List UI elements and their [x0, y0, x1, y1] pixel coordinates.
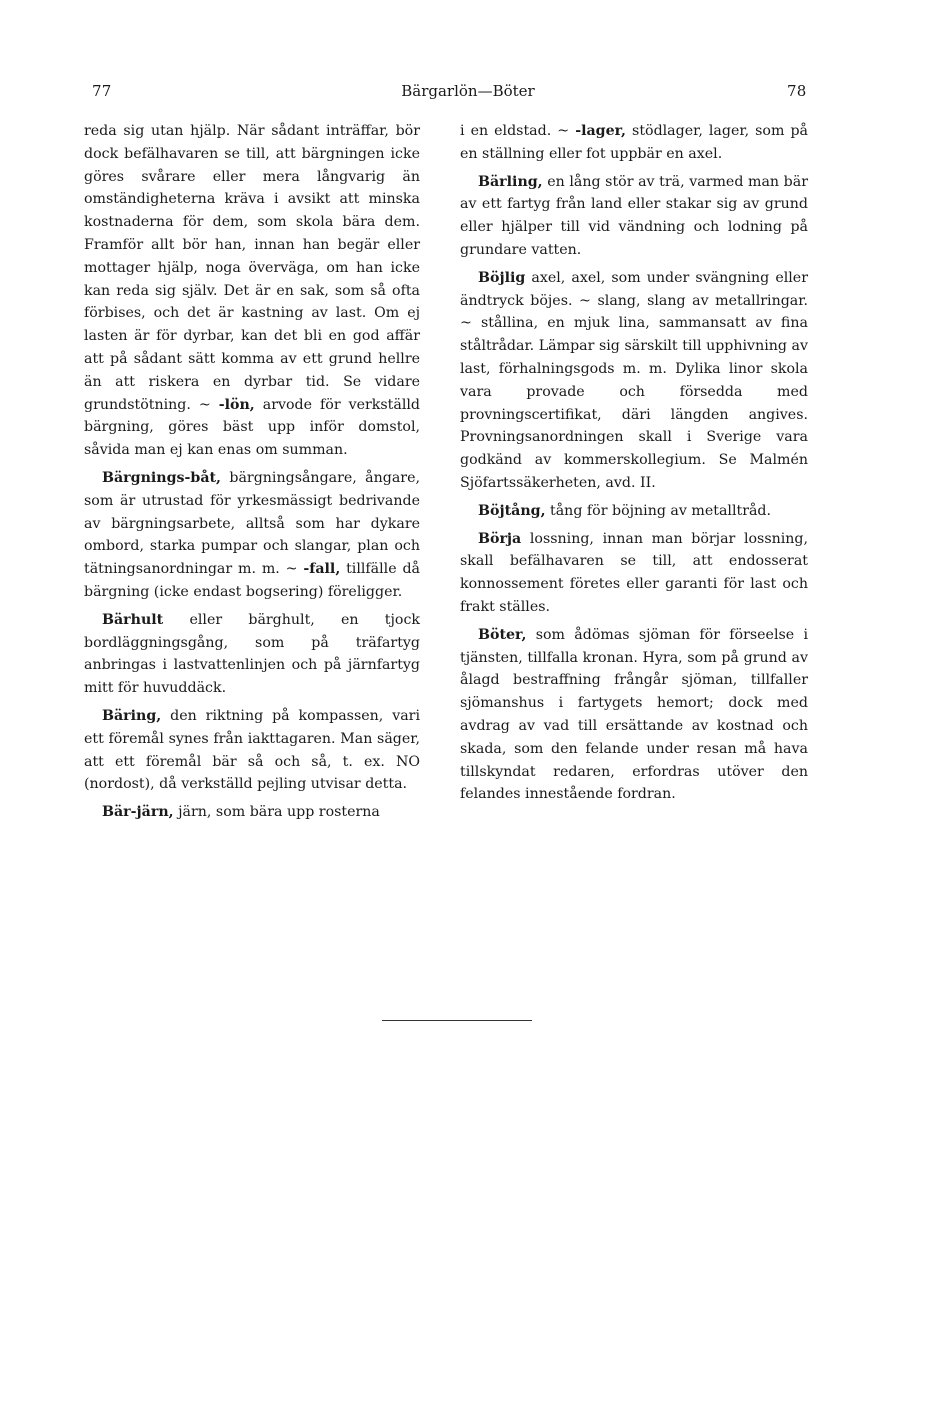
- headword: Böjlig: [478, 269, 526, 286]
- entry-text-continued: stödlager, lager, som på en ställning eller fot uppbär en axel.: [460, 123, 809, 162]
- entry-text-continued: arvode för verkställd bärgning, göres bäst upp inför domstol, såvida man ej kan enas om summan.: [84, 396, 420, 459]
- entry-text: eller bärghult, en tjock bordläggningsgång, som på träfartyg anbringas i lastvattenlinjen och på järnfartyg mitt för huvuddäck.: [84, 611, 420, 697]
- entry-bargning-continued: [84, 120, 420, 462]
- entry-barhult: [84, 609, 420, 700]
- headword: Bärgnings-båt,: [102, 469, 222, 486]
- entry-text: järn, som bära upp rosterna: [173, 804, 380, 821]
- entry-text: lossning, innan man börjar lossning, skall befälhavaren se till, att endosserat konnossement företes eller garanti för last och frakt ställes.: [460, 530, 808, 615]
- sub-headword: -lön,: [218, 396, 255, 413]
- entry-bargnings-bat: [84, 467, 420, 604]
- entry-text: reda sig utan hjälp. När sådant inträffar, bör dock befälhavaren se till, att bärgningen icke göres svårare eller mera långvarig än omständigheterna kräva i avsikt att minska kostnaderna för dem, som skola bära dem. Framför allt bör han, innan han begär eller mottager hjälp, noga överväga, om han icke kan reda sig själv. Det är en sak, som så ofta förbises, och det är kastning av last. Om ej lasten är för dyrbar, kan det bli en god affär att på sådant sätt komma av ett grund hellre än att riskera en dyrbar tid. Se vidare grundstötning. ~: [84, 123, 420, 413]
- sub-headword: -fall,: [303, 561, 341, 578]
- entry-text-continued: tillfälle då bärgning (icke endast bogsering) föreligger.: [84, 561, 420, 600]
- entry-text: bärgningsångare, ångare, som är utrustad för yrkesmässigt bedrivande av bärgningsarbete, alltså som har dykare ombord, starka pumpar och slangar, plan och tätningsanordningar m. m. ~: [84, 469, 420, 578]
- entry-bar-jarn-continued: [460, 120, 808, 166]
- running-title: Bärgarlön—Böter: [401, 82, 535, 100]
- entry-boter: [460, 624, 808, 806]
- entry-text: tång för böjning av metalltråd.: [545, 502, 772, 519]
- headword: Bärhult: [102, 611, 164, 628]
- entry-text: som ådömas sjöman för förseelse i tjänsten, tillfalla kronan. Hyra, som på grund av ålagd bestraffning frångår sjöman, tillfaller sjömanshus i fartygets hemort; dock med avdrag av vad till ersättande av kostnad och skada, som den felande under resan må hava tillskyndat redaren, erfordras utöver den felandes innestående fordran.: [460, 626, 808, 803]
- sub-headword: -lager,: [575, 123, 626, 139]
- entry-bojlig: [460, 267, 808, 495]
- entry-text: den riktning på kompassen, vari ett föremål synes från iakttagaren. Man säger, att ett föremål bär så och så, t. ex. NO (nordost), då verkställd pejling utvisar detta.: [84, 707, 420, 793]
- headword: Bärling,: [478, 173, 543, 190]
- page-number-left: 77: [92, 82, 112, 100]
- entry-bar-jarn: [84, 801, 420, 824]
- headword: Bäring,: [102, 707, 162, 724]
- entry-text: axel, axel, som under svängning eller ändtryck böjes. ~ slang, slang av metallringar. ~ stållina, en mjuk lina, sammansatt av fina ståltrådar. Lämpar sig särskilt till upphivning av last, förhalningsgods m. m. Dylika linor skola vara provade och försedda med provningscertifikat, däri längden angives. Provningsanordningen skall i Sverige vara godkänd av kommerskollegium. Se Malmén Sjöfartssäkerheten, avd. II.: [460, 269, 808, 491]
- page-number-right: 78: [787, 82, 807, 100]
- entry-text: en lång stör av trä, varmed man bär av ett fartyg från land eller stakar sig av grund eller hjälper till vid vändning och lodning på grundare vatten.: [460, 173, 808, 258]
- section-divider: [382, 1020, 532, 1021]
- entry-borja: [460, 528, 808, 619]
- headword: Börja: [478, 530, 522, 547]
- headword: Böjtång,: [478, 502, 546, 519]
- headword: Böter,: [478, 626, 527, 643]
- left-column: [84, 120, 420, 829]
- entry-text: i en eldstad. ~: [460, 123, 576, 139]
- headword: Bär-järn,: [102, 804, 174, 821]
- entry-baring: [84, 705, 420, 796]
- entry-bojtang: [460, 500, 808, 523]
- right-column: [460, 120, 808, 811]
- entry-barling: [460, 171, 808, 262]
